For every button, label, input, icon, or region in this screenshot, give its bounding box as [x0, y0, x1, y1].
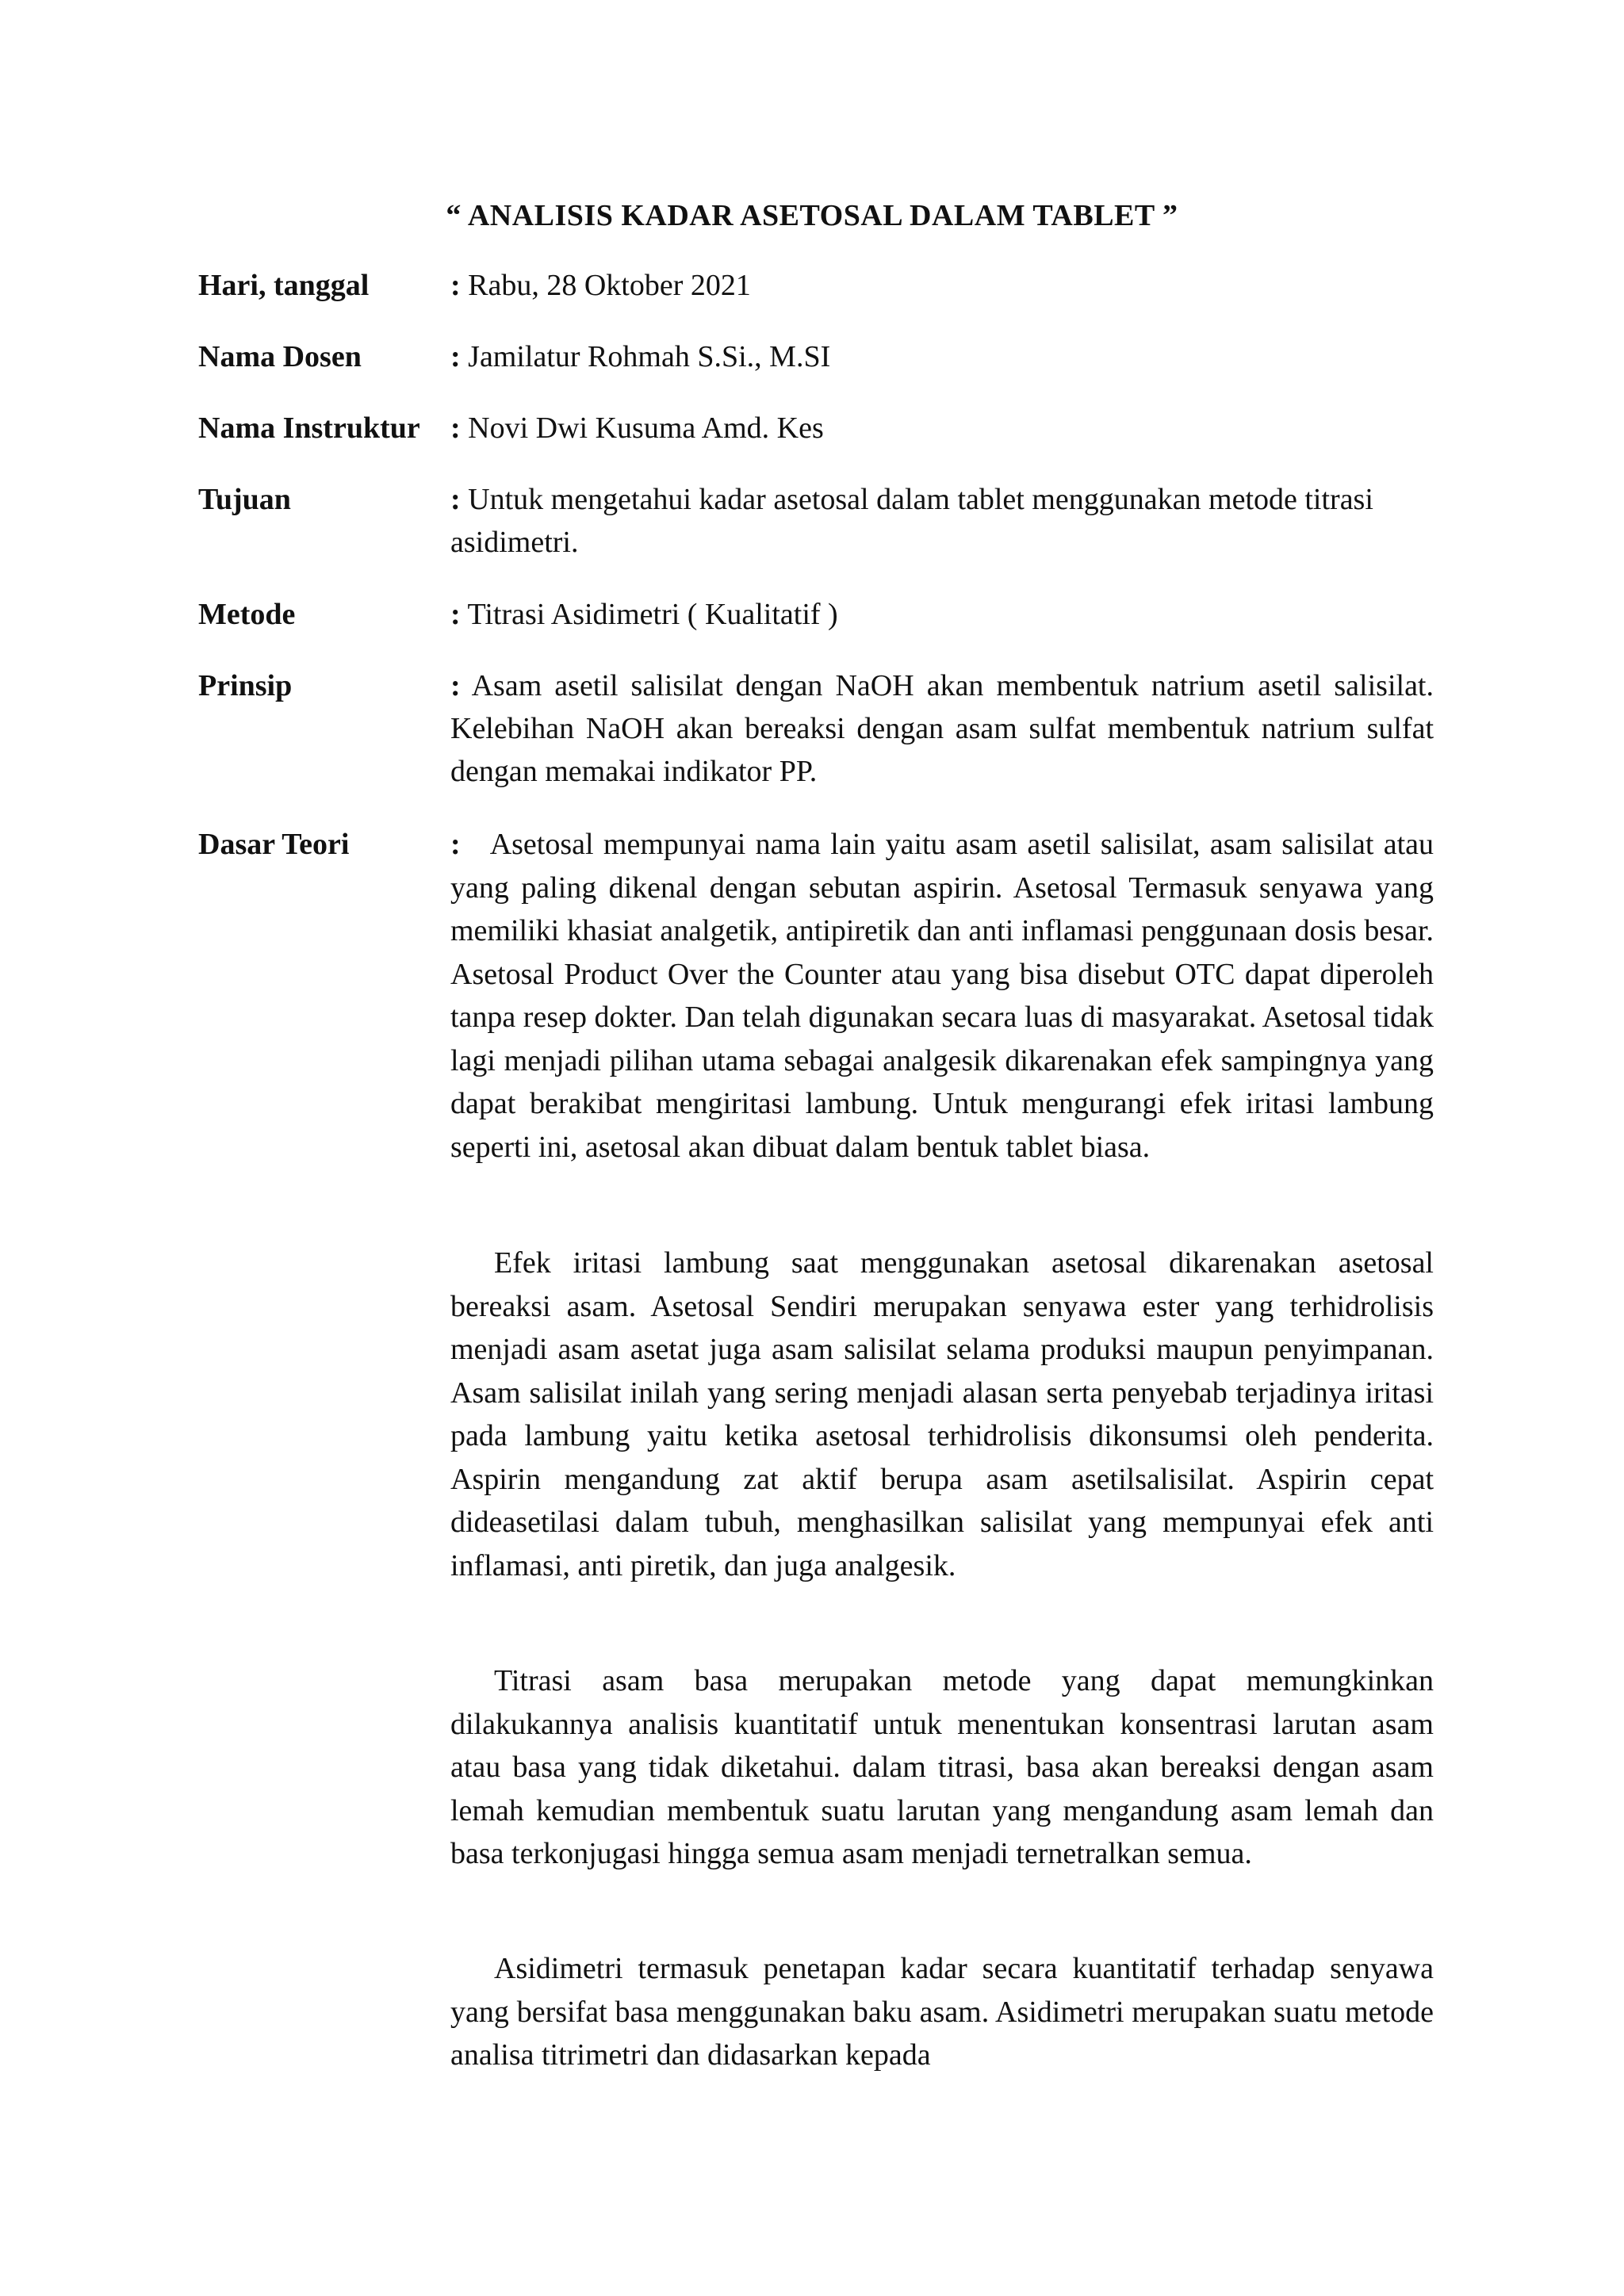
- dasar-teori-paragraph-2: [450, 1242, 1434, 1587]
- field-value-text: Asam asetil salisilat dengan NaOH akan membentuk natrium asetil salisilat. Kelebihan NaOH akan bereaksi dengan asam sulfat membentuk natrium sulfat dengan memakai indikator PP.: [450, 669, 1434, 788]
- field-value: [450, 335, 1434, 378]
- colon: :: [450, 411, 461, 445]
- dasar-teori-paragraph-1: [450, 823, 1434, 1169]
- field-label: Nama Instruktur: [198, 411, 420, 445]
- field-value-text: Untuk mengetahui kadar asetosal dalam tablet menggunakan metode titrasi asidimetri.: [450, 483, 1373, 559]
- field-value-text: Novi Dwi Kusuma Amd. Kes: [468, 411, 824, 445]
- field-label: Dasar Teori: [198, 828, 350, 861]
- dasar-teori-paragraph-3: [450, 1659, 1434, 1876]
- colon: :: [450, 269, 461, 302]
- document-title: “ ANALISIS KADAR ASETOSAL DALAM TABLET ”: [446, 199, 1178, 232]
- field-label: Tujuan: [198, 483, 291, 516]
- colon: :: [450, 828, 461, 861]
- field-value-text: Jamilatur Rohmah S.Si., M.SI: [468, 340, 831, 373]
- field-value: [450, 664, 1434, 793]
- paragraph-text: Asidimetri termasuk penetapan kadar secara kuantitatif terhadap senyawa yang bersifat basa menggunakan baku asam. Asidimetri merupakan suatu metode analisa titrimetri dan didasarkan kepada: [450, 1952, 1434, 2072]
- paragraph-text: Efek iritasi lambung saat menggunakan asetosal dikarenakan asetosal bereaksi asam. Asetosal Sendiri merupakan senyawa ester yang terhidrolisis menjadi asam asetat juga asam salisilat selama produksi maupun penyimpanan. Asam salisilat inilah yang sering menjadi alasan serta penyebab terjadinya iritasi pada lambung yaitu ketika asetosal terhidrolisis dikonsumsi oleh penderita. Aspirin mengandung zat aktif berupa asam asetilsalisilat. Aspirin cepat dideasetilasi dalam tubuh, menghasilkan salisilat yang mempunyai efek anti inflamasi, anti piretik, dan juga analgesik.: [450, 1246, 1434, 1582]
- field-label: Hari, tanggal: [198, 269, 370, 302]
- field-value: [450, 478, 1402, 564]
- paragraph-text: Titrasi asam basa merupakan metode yang dapat memungkinkan dilakukannya analisis kuantitatif untuk menentukan konsentrasi larutan asam atau basa yang tidak diketahui. dalam titrasi, basa akan bereaksi dengan asam lemah kemudian membentuk suatu larutan yang mengandung asam lemah dan basa terkonjugasi hingga semua asam menjadi ternetralkan semua.: [450, 1664, 1434, 1870]
- field-value: [450, 593, 1434, 636]
- colon: :: [450, 669, 461, 702]
- colon: :: [450, 598, 461, 631]
- field-value: [450, 264, 1434, 307]
- field-value-text: Titrasi Asidimetri ( Kualitatif ): [467, 598, 838, 631]
- paragraph-text: Asetosal mempunyai nama lain yaitu asam asetil salisilat, asam salisilat atau yang paling dikenal dengan sebutan aspirin. Asetosal Termasuk senyawa yang memiliki khasiat analgetik, antipiretik dan anti inflamasi penggunaan dosis besar. Asetosal Product Over the Counter atau yang bisa disebut OTC dapat diperoleh tanpa resep dokter. Dan telah digunakan secara luas di masyarakat. Asetosal tidak lagi menjadi pilihan utama sebagai analgesik dikarenakan efek sampingnya yang dapat berakibat mengiritasi lambung. Untuk mengurangi efek iritasi lambung seperti ini, asetosal akan dibuat dalam bentuk tablet biasa.: [450, 828, 1434, 1164]
- field-value: [450, 407, 1434, 450]
- field-label: Metode: [198, 598, 296, 631]
- dasar-teori-paragraph-4: [450, 1947, 1434, 2077]
- colon: :: [450, 483, 461, 516]
- field-label: Nama Dosen: [198, 340, 362, 373]
- field-value-text: Rabu, 28 Oktober 2021: [468, 269, 751, 302]
- colon: :: [450, 340, 461, 373]
- field-label: Prinsip: [198, 669, 293, 702]
